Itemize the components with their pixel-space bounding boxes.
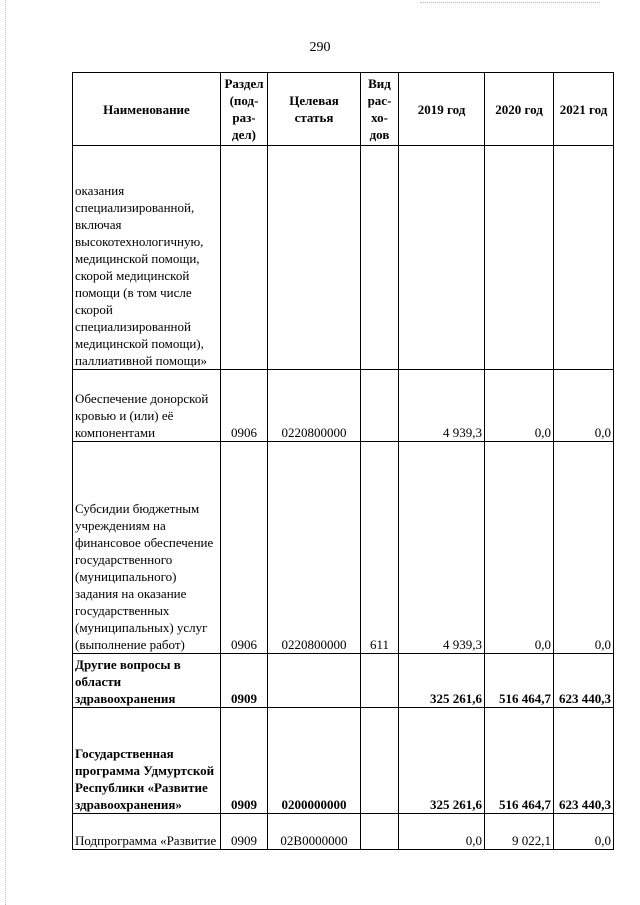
table-row [73, 708, 614, 814]
column-header-2021: 2021 год [554, 73, 614, 146]
row-name: Другие вопросы в области здравоохранения [73, 654, 221, 708]
row-2021: 623 440,3 [554, 654, 614, 708]
table-row [73, 654, 614, 708]
row-target: 0220800000 [268, 442, 361, 654]
row-target: 0200000000 [268, 708, 361, 814]
scan-edge-left [5, 0, 7, 905]
row-2020: 0,0 [485, 370, 554, 442]
page-number: 290 [309, 40, 331, 55]
table-row [73, 814, 614, 850]
row-name: Подпрограмма «Развитие [73, 814, 221, 850]
row-expense-type [361, 370, 399, 442]
row-2020 [485, 146, 554, 370]
table-row [73, 442, 614, 654]
row-2020: 516 464,7 [485, 654, 554, 708]
column-header-2019: 2019 год [399, 73, 485, 146]
row-2021: 0,0 [554, 370, 614, 442]
row-name: Государственная программа Удмуртской Республики «Развитие здравоохранения» [73, 708, 221, 814]
row-section: 0906 [221, 370, 268, 442]
row-2019: 325 261,6 [399, 654, 485, 708]
row-2019 [399, 146, 485, 370]
row-expense-type [361, 146, 399, 370]
row-2020: 0,0 [485, 442, 554, 654]
row-target: 02В0000000 [268, 814, 361, 850]
row-name: Субсидии бюджетным учреждениям на финансовое обеспечение государственного (муниципального) задания на оказание государственных (муниципальных) услуг (выполнение работ) [73, 442, 221, 654]
row-2019: 0,0 [399, 814, 485, 850]
row-2020: 9 022,1 [485, 814, 554, 850]
row-target: 0220800000 [268, 370, 361, 442]
row-target [268, 146, 361, 370]
row-expense-type [361, 814, 399, 850]
table-row [73, 370, 614, 442]
row-section: 0906 [221, 442, 268, 654]
column-header-target: Целевая статья [268, 73, 361, 146]
row-2019: 4 939,3 [399, 442, 485, 654]
column-header-section: Раздел (под-раз-дел) [221, 73, 268, 146]
row-2021: 0,0 [554, 814, 614, 850]
column-header-2020: 2020 год [485, 73, 554, 146]
column-header-name: Наименование [73, 73, 221, 146]
table-header-row [73, 73, 614, 146]
row-name: оказания специализированной, включая высокотехнологичную, медицинской помощи, скорой медицинской помощи (в том числе скорой специализированной медицинской помощи), паллиативной помощи» [73, 146, 221, 370]
row-2021 [554, 146, 614, 370]
row-section: 0909 [221, 814, 268, 850]
column-header-expense-type: Вид рас-хо-дов [361, 73, 399, 146]
table-row [73, 146, 614, 370]
row-2019: 4 939,3 [399, 370, 485, 442]
row-name: Обеспечение донорской кровью и (или) её компонентами [73, 370, 221, 442]
row-section: 0909 [221, 654, 268, 708]
row-expense-type: 611 [361, 442, 399, 654]
row-2019: 325 261,6 [399, 708, 485, 814]
row-expense-type [361, 708, 399, 814]
row-section [221, 146, 268, 370]
row-2021: 0,0 [554, 442, 614, 654]
row-2021: 623 440,3 [554, 708, 614, 814]
row-expense-type [361, 654, 399, 708]
row-target [268, 654, 361, 708]
row-2020: 516 464,7 [485, 708, 554, 814]
row-section: 0909 [221, 708, 268, 814]
scan-edge-top [420, 2, 600, 4]
budget-table [72, 72, 614, 850]
